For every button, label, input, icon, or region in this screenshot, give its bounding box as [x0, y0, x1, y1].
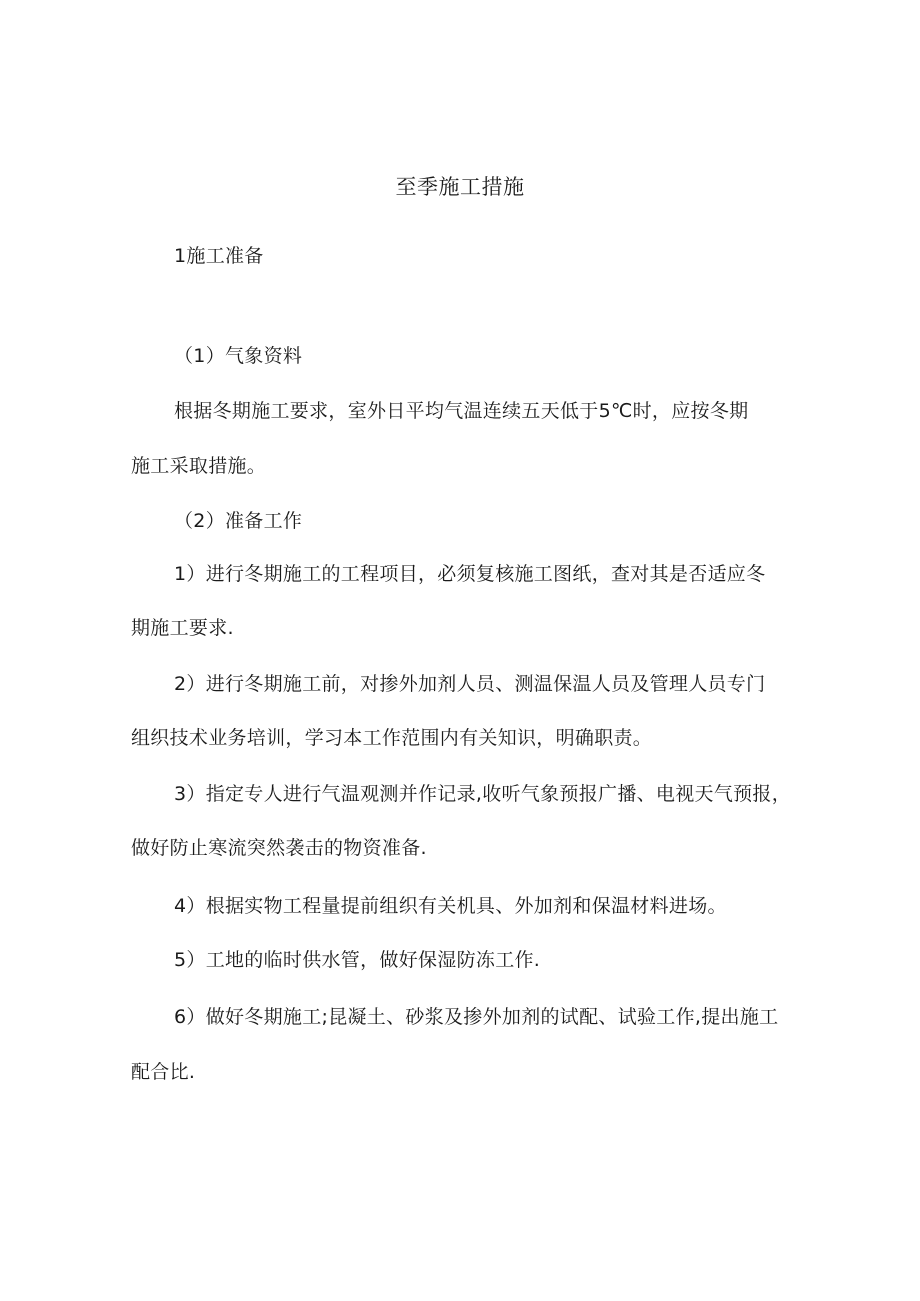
subsection-heading-preparation: （2）准备工作: [174, 510, 303, 532]
paragraph-weather-line-2: 施工采取措施。: [131, 455, 267, 477]
list-item-2-line-1: 2）进行冬期施工前，对掺外加剂人员、测温保温人员及管理人员专门: [174, 673, 766, 695]
subsection-heading-weather: （1）气象资料: [174, 345, 303, 367]
document-title: 至季施工措施: [395, 175, 525, 199]
paragraph-weather-line-1: 根据冬期施工要求，室外日平均气温连续五天低于5℃时，应按冬期: [174, 400, 749, 422]
list-item-6-line-1: 6）做好冬期施工;昆凝土、砂浆及掺外加剂的试配、试验工作,提出施工: [174, 1006, 779, 1028]
list-item-5-line-1: 5）工地的临时供水管，做好保湿防冻工作.: [174, 949, 541, 971]
list-item-2-line-2: 组织技术业务培训，学习本工作范围内有关知识，明确职责。: [131, 727, 653, 749]
list-item-3-line-1: 3）指定专人进行气温观测并作记录,收听气象预报广播、电视天气预报，: [174, 783, 792, 805]
list-item-4-line-1: 4）根据实物工程量提前组织有关机具、外加剂和保温材料进场。: [174, 895, 727, 917]
list-item-1-line-1: 1）进行冬期施工的工程项目，必须复核施工图纸，查对其是否适应冬: [174, 563, 766, 585]
list-item-1-line-2: 期施工要求.: [131, 617, 234, 639]
list-item-3-line-2: 做好防止寒流突然袭击的物资准备.: [131, 837, 427, 859]
section-heading: 1施工准备: [174, 245, 264, 267]
list-item-6-line-2: 配合比.: [131, 1061, 196, 1083]
